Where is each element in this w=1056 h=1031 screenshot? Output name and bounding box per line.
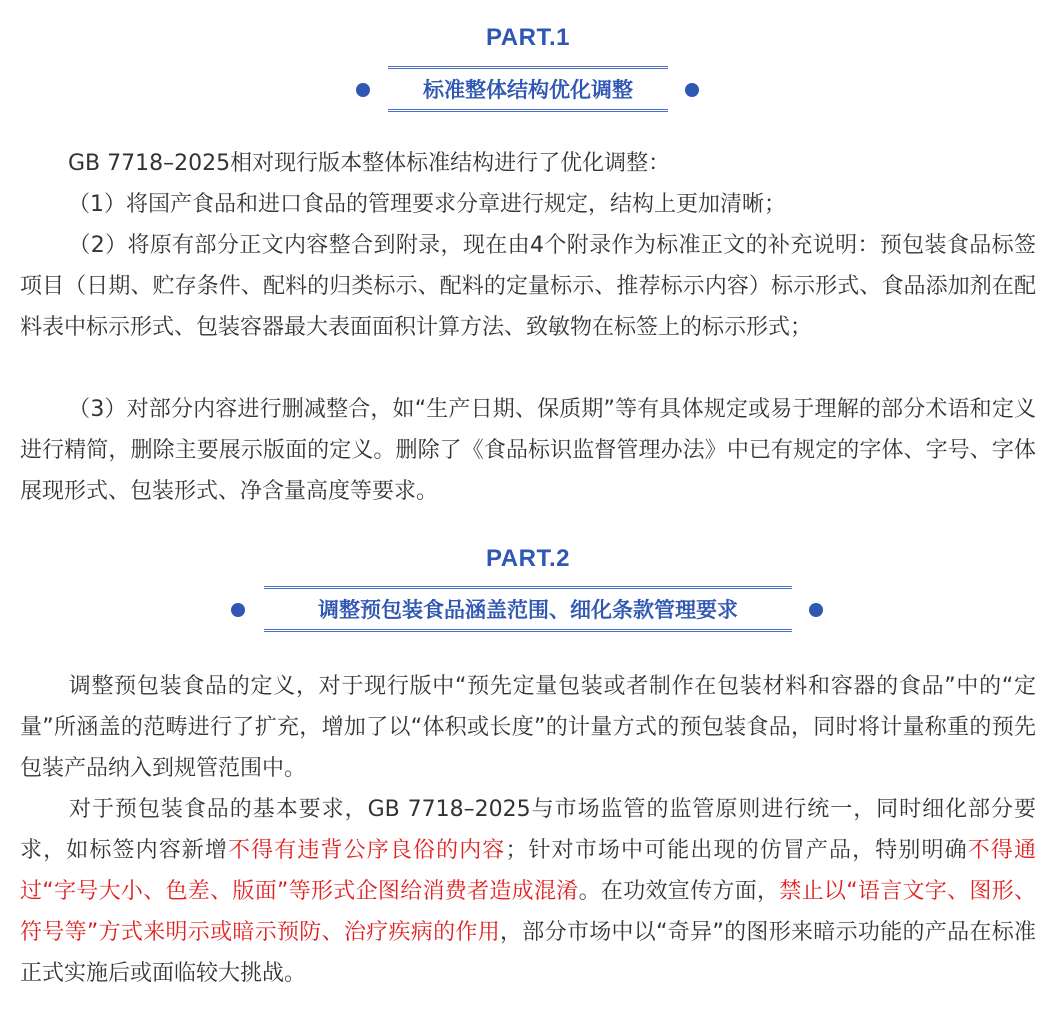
bullet-dot-icon [231, 603, 245, 617]
part2-para2: 对于预包装食品的基本要求，GB 7718–2025与市场监管的监管原则进行统一，同时细化部分要求，如标签内容新增不得有违背公序良俗的内容；针对市场中可能出现的仿冒产品，特别明确不得通过“字号大小、色差、版面”等形式企图给消费者造成混淆。在功效宣传方面，禁止以“语言文字、图形、符号等”方式来明示或暗示预防、治疗疾病的作用，部分市场中以“奇异”的图形来暗示功能的产品在标准正式实施后或面临较大挑战。 [20, 797, 1036, 986]
bullet-dot-icon [809, 603, 823, 617]
bullet-dot-icon [685, 83, 699, 97]
part1-item2: （2）将原有部分正文内容整合到附录，现在由4个附录作为标准正文的补充说明：预包装食品标签项目（日期、贮存条件、配料的归类标示、配料的定量标示、推荐标示内容）标示形式、食品添加剂在配料表中标示形式、包装容器最大表面面积计算方法、致敏物在标签上的标示形式； [20, 233, 1036, 340]
highlight-text: 不得通过“字号大小、色差、版面”等形式企图给消费者造成混淆 [20, 838, 1036, 904]
part1-item3: （3）对部分内容进行删减整合，如“生产日期、保质期”等有具体规定或易于理解的部分术语和定义进行精简，删除主要展示版面的定义。删除了《食品标识监督管理办法》中已有规定的字体、字号、字体展现形式、包装形式、净含量高度等要求。 [20, 397, 1036, 504]
bullet-dot-icon [356, 83, 370, 97]
part2-para1: 调整预包装食品的定义，对于现行版中“预先定量包装或者制作在包装材料和容器的食品”中的“定量”所涵盖的范畴进行了扩充，增加了以“体积或长度”的计量方式的预包装食品，同时将计量称重的预先包装产品纳入到规管范围中。 [20, 674, 1036, 781]
part1-label: PART.1 [486, 24, 570, 51]
part1-heading: 标准整体结构优化调整 [388, 66, 668, 112]
part2-heading: 调整预包装食品涵盖范围、细化条款管理要求 [264, 586, 792, 632]
highlight-text: 禁止以“语言文字、图形、符号等”方式来明示或暗示预防、治疗疾病的作用 [20, 879, 1036, 945]
part1-heading-row [0, 66, 1056, 114]
highlight-text: 不得有违背公序良俗的内容 [228, 838, 506, 863]
part1-item1: （1）将国产食品和进口食品的管理要求分章进行规定，结构上更加清晰； [68, 192, 786, 217]
part2-heading-row [0, 586, 1056, 634]
part2-label: PART.2 [486, 545, 570, 572]
part1-intro: GB 7718–2025相对现行版本整体标准结构进行了优化调整： [68, 151, 671, 176]
